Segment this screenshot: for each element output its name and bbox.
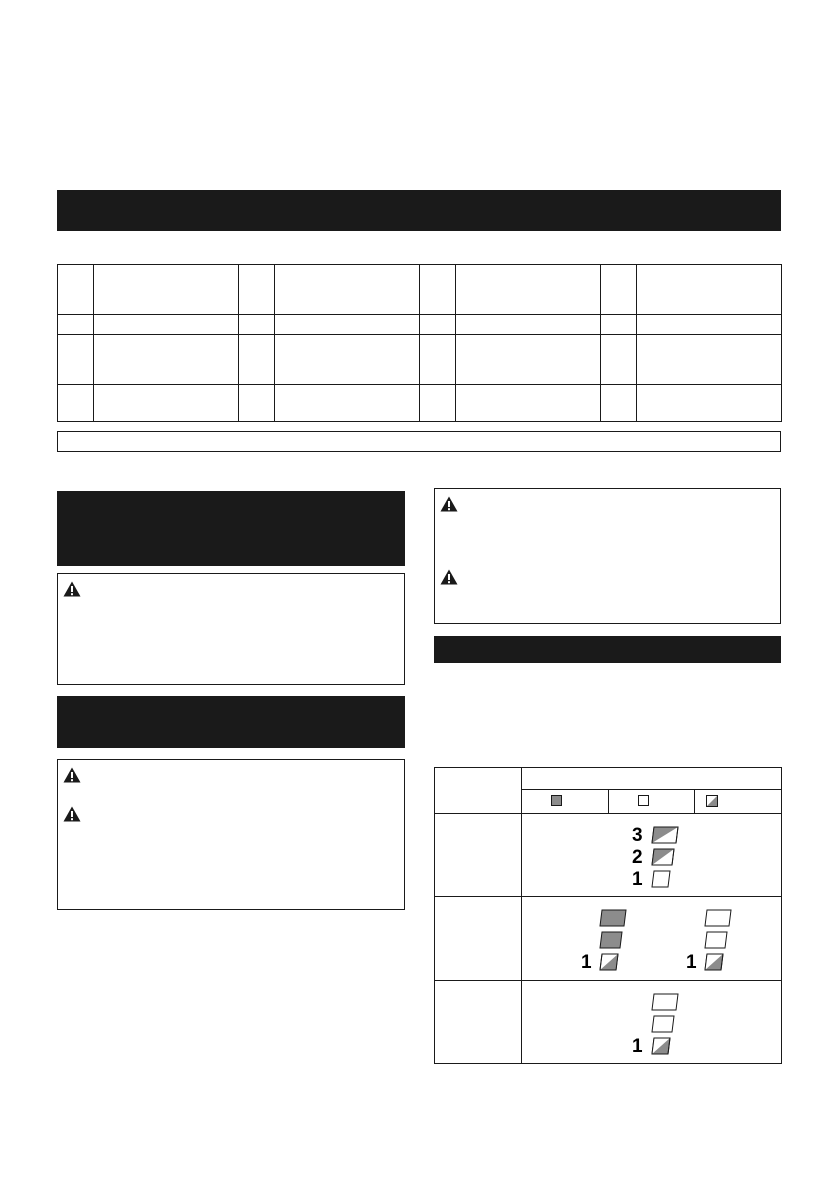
table-row xyxy=(435,981,782,1064)
warning-triangle-icon xyxy=(63,806,81,822)
level-number: 1 xyxy=(632,1036,643,1057)
lamp-half-icon xyxy=(651,826,679,844)
table-row xyxy=(58,265,782,315)
lamp-on-icon xyxy=(551,795,562,806)
warning-box-1 xyxy=(57,573,405,685)
left-section-header-bar-2 xyxy=(57,696,405,748)
table-row xyxy=(58,315,782,335)
lamp-off-icon xyxy=(651,870,671,888)
warning-triangle-icon xyxy=(63,581,81,597)
indicator-lamp-table xyxy=(434,767,782,1064)
table-row xyxy=(435,768,782,790)
lamp-off-icon xyxy=(704,931,728,949)
warning-box-2 xyxy=(57,759,405,910)
lamp-off-icon xyxy=(651,993,679,1011)
level-number: 3 xyxy=(632,825,643,846)
table-row xyxy=(58,385,782,422)
warning-triangle-icon xyxy=(63,767,81,783)
left-section-header-bar-1 xyxy=(57,491,405,566)
parts-table xyxy=(57,264,782,422)
warning-box-3 xyxy=(434,488,781,624)
lamp-half-icon xyxy=(599,909,627,927)
right-section-header-bar xyxy=(434,636,781,663)
warning-triangle-icon xyxy=(440,569,458,585)
table-row xyxy=(435,897,782,981)
lamp-half-icon xyxy=(599,931,623,949)
table-note-row xyxy=(57,431,781,452)
level-number: 1 xyxy=(581,952,592,973)
table-row xyxy=(58,335,782,385)
lamp-off-icon xyxy=(651,1015,675,1033)
lamp-blinking-icon xyxy=(704,953,724,971)
lamp-off-icon xyxy=(704,909,732,927)
lamp-blinking-icon xyxy=(599,953,619,971)
level-number: 2 xyxy=(632,847,643,868)
level-number: 1 xyxy=(632,869,643,890)
lamp-blinking-icon xyxy=(706,795,718,807)
lamp-blinking-icon xyxy=(651,1037,671,1055)
section-header-bar xyxy=(57,190,781,231)
lamp-half-icon xyxy=(651,848,675,866)
level-number: 1 xyxy=(686,952,697,973)
warning-triangle-icon xyxy=(440,496,458,512)
table-row xyxy=(435,814,782,897)
lamp-off-icon xyxy=(638,795,649,806)
